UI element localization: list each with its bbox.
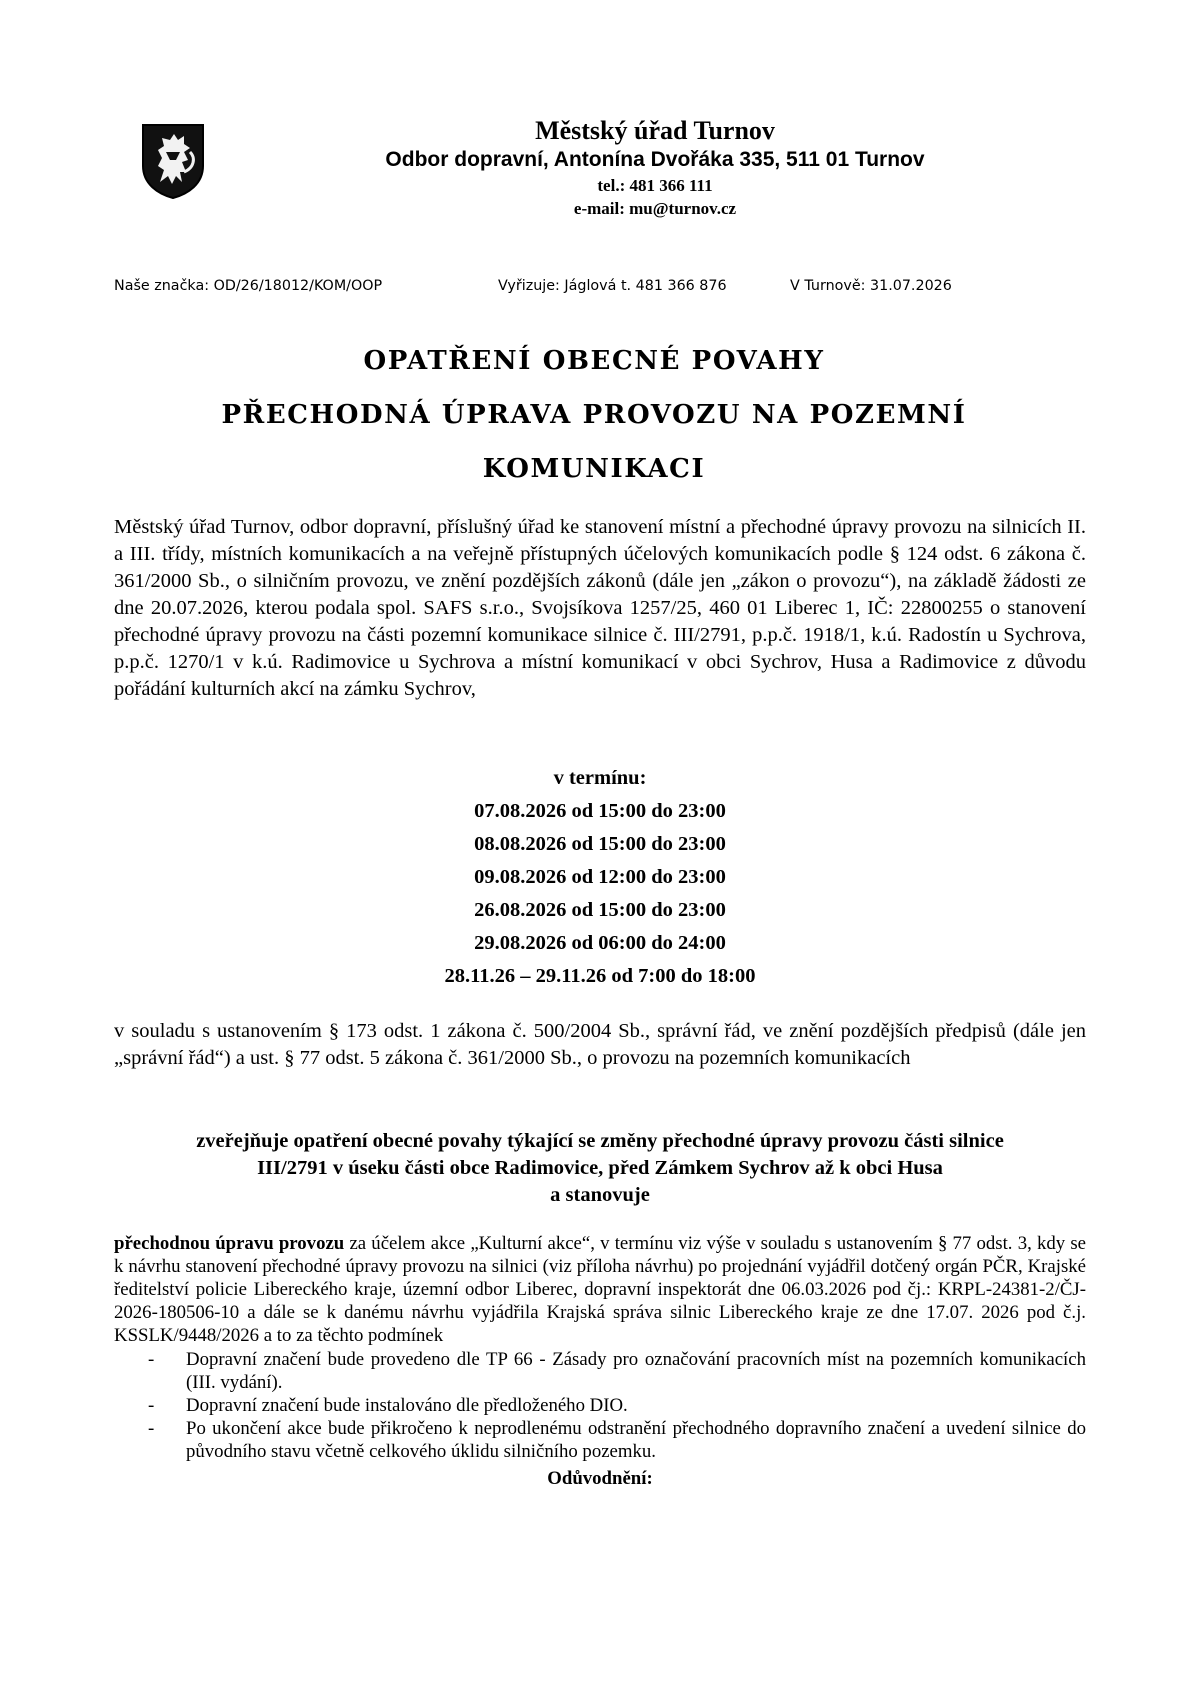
condition-text: Dopravní značení bude provedeno dle TP 66 - Zásady pro označování pracovních míst na pozemních komunikacích (III. vydání). <box>186 1349 1086 1393</box>
coat-of-arms-lion-icon <box>140 122 206 200</box>
document-subtitle-continued: KOMUNIKACI <box>482 454 706 484</box>
document-title: OPATŘENÍ OBECNÉ POVAHY <box>363 346 825 376</box>
regulation-text: za účelem akce „Kulturní akce“, v termínu viz výše v souladu s ustanovením § 77 odst. 3, kdy se k návrhu stanovení přechodné úpravy provozu na silnici (viz příloha návrhu) po projednání vyjádřil dotčený orgán PČR, Krajské ředitelství policie Libereckého kraje, územní odbor Liberec, dopravní inspektorát dne 06.03.2026 pod čj.: KRPL-24381-2/ČJ-2026-180506-10 a dále se k danému návrhu vyjádřila Krajská správa silnic Libereckého kraje ze dne 17.07. 2026 pod č.j. KSSLK/9448/2026 a to za těchto podmínek <box>114 1233 1086 1346</box>
document-subtitle: PŘECHODNÁ ÚPRAVA PROVOZU NA POZEMNÍ <box>221 400 967 430</box>
letterhead <box>300 116 1010 220</box>
date-item: 08.08.2026 od 15:00 do 23:00 <box>474 833 726 855</box>
list-item <box>114 1348 1086 1394</box>
justification-heading: Odůvodnění: <box>547 1468 653 1489</box>
bullet: - <box>148 1395 155 1416</box>
regulation-lead: přechodnou úpravu provozu <box>114 1233 345 1254</box>
date-item: 09.08.2026 od 12:00 do 23:00 <box>474 866 726 888</box>
email-address: e-mail: mu@turnov.cz <box>573 199 737 218</box>
publish-statement-line: zveřejňuje opatření obecné povahy týkající se změny přechodné úpravy provozu části silnice <box>196 1130 1004 1152</box>
dates-block <box>114 762 1086 993</box>
place-date: V Turnově: 31.07.2026 <box>790 278 952 294</box>
publish-statement-line: III/2791 v úseku části obce Radimovice, před Zámkem Sychrov až k obci Husa <box>257 1157 943 1179</box>
publish-statement <box>114 1128 1086 1209</box>
date-item: 26.08.2026 od 15:00 do 23:00 <box>474 899 726 921</box>
intro-paragraph: Městský úřad Turnov, odbor dopravní, příslušný úřad ke stanovení místní a přechodné úpravy provozu na silnicích II. a III. třídy, místních komunikacích a na veřejně přístupných účelových komunikacích podle § 124 odst. 6 zákona č. 361/2000 Sb., o silničním provozu, ve znění pozdějších zákonů (dále jen „zákon o provozu“), na základě žádosti ze dne 20.07.2026, kterou podala spol. SAFS s.r.o., Svojsíkova 1257/25, 460 01 Liberec 1, IČ: 22800255 o stanovení přechodné úpravy provozu na části pozemní komunikace silnice č. III/2791, p.p.č. 1918/1, k.ú. Radostín u Sychrova, p.p.č. 1270/1 v k.ú. Radimovice u Sychrova a místní komunikací v obci Sychrov, Husa a Radimovice z důvodu pořádání kulturních akcí na zámku Sychrov, <box>114 516 1086 700</box>
legal-basis-paragraph: v souladu s ustanovením § 173 odst. 1 zákona č. 500/2004 Sb., správní řád, ve znění pozdějších předpisů (dále jen „správní řád“) a ust. § 77 odst. 5 zákona č. 361/2000 Sb., o provozu na pozemních komunikacích <box>114 1020 1086 1069</box>
date-item: 28.11.26 – 29.11.26 od 7:00 do 18:00 <box>444 965 756 987</box>
conditions-list <box>114 1348 1086 1463</box>
handled-by: Vyřizuje: Jáglová t. 481 366 876 <box>498 278 727 294</box>
phone-number: tel.: 481 366 111 <box>597 176 713 195</box>
dates-heading: v termínu: <box>553 767 647 789</box>
bullet: - <box>148 1418 155 1439</box>
our-reference: Naše značka: OD/26/18012/KOM/OOP <box>114 278 383 294</box>
date-item: 29.08.2026 od 06:00 do 24:00 <box>474 932 726 954</box>
list-item <box>114 1394 1086 1417</box>
department-address: Odbor dopravní, Antonína Dvořáka 335, 511 01 Turnov <box>385 148 925 171</box>
bullet: - <box>148 1349 155 1370</box>
condition-text: Dopravní značení bude instalováno dle předloženého DIO. <box>186 1395 628 1416</box>
traffic-regulation-paragraph <box>114 1232 1086 1347</box>
condition-text: Po ukončení akce bude přikročeno k neprodlenému odstranění přechodného dopravního značení a uvedení silnice do původního stavu včetně celkového úklidu silničního pozemku. <box>186 1418 1086 1462</box>
date-item: 07.08.2026 od 15:00 do 23:00 <box>474 800 726 822</box>
office-name: Městský úřad Turnov <box>535 116 775 145</box>
publish-statement-line: a stanovuje <box>550 1184 650 1206</box>
list-item <box>114 1417 1086 1463</box>
